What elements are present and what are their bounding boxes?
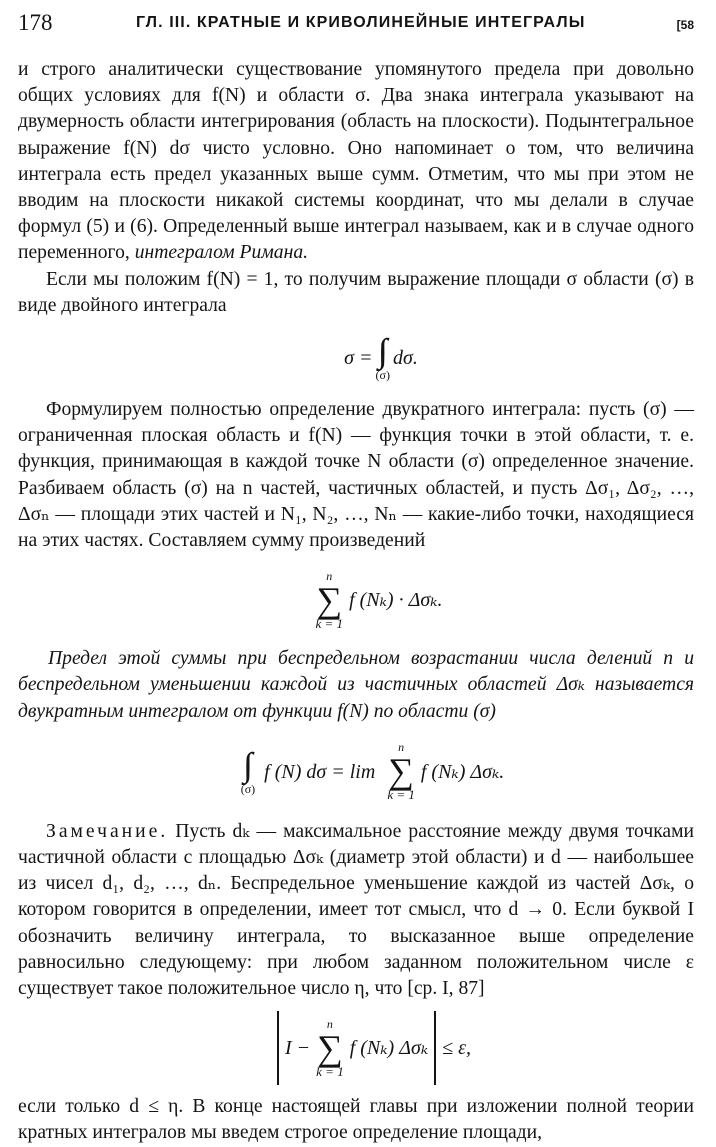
riemann-integral-term: интегралом Римана.	[134, 242, 309, 264]
double-integral-sign	[240, 746, 256, 796]
formula-area-integral	[18, 319, 694, 397]
remark-label: Замечание.	[46, 820, 169, 842]
formula-1-rhs: dσ.	[392, 347, 418, 370]
formula-double-integral-definition	[18, 725, 694, 819]
integral-domain: (σ)	[375, 368, 390, 383]
paragraph-5-remark	[18, 819, 694, 1002]
summation-sign	[316, 570, 344, 631]
formula-epsilon-condition	[18, 1002, 694, 1094]
integral-domain: (σ)	[240, 781, 256, 796]
page-body	[18, 57, 694, 1147]
paragraph-6: если только d ≤ η. В конце настоящей главы при изложении полной теории кратных интегралов мы введем строгое определение площади,	[18, 1096, 694, 1144]
corner-mark: [58	[676, 18, 694, 32]
summation-upper: n	[326, 568, 333, 583]
formula-3-expression: f (Nₖ) Δσₖ.	[420, 760, 505, 783]
summation-symbol: ∑	[317, 1027, 343, 1068]
formula-riemann-sum	[18, 554, 694, 646]
running-title: ГЛ. III. КРАТНЫЕ И КРИВОЛИНЕЙНЫЕ ИНТЕГРАЛЫ	[136, 14, 586, 31]
paragraph-1-text: и строго аналитически существование упомянутого предела при довольно общих условиях для f(N) и области σ. Два знака интеграла указывают на двумерность области интегрирования (область на плоскости). Подынтегральное выражение f(N) dσ чисто условно. Оно напоминает о том, что величина интеграла есть предел указанных выше сумм. Отметим, что мы при этом не вводим на плоскости никакой системы координат, что мы делали в случае формул (5) и (6). Определенный выше интеграл называем, как и в случае одного переменного,	[18, 59, 694, 264]
paragraph-3: Формулируем полностью определение двукратного интеграла: пусть (σ) — ограниченная плоская область и f(N) — функция точки в этой области, т. е. функция, принимающая в каждой точке N области (σ) определенное значение. Разбиваем область (σ) на n частей, частичных областей, и пусть Δσ₁, Δσ₂, …, Δσₙ — площади этих частей и N₁, N₂, …, Nₙ — какие-либо точки, находящиеся на этих частях. Составляем сумму произведений	[18, 399, 694, 552]
summation-symbol: ∑	[316, 579, 343, 620]
formula-1-lhs: σ =	[344, 347, 373, 370]
integral-symbol: ∫∫	[377, 333, 379, 371]
summation-lower: k = 1	[316, 1063, 344, 1079]
integral-symbol: ∫∫	[243, 746, 244, 784]
paragraph-2: Если мы положим f(N) = 1, то получим выражение площади σ области (σ) в виде двойного интеграла	[18, 268, 694, 316]
paragraph-1	[18, 57, 694, 267]
summation-lower: k = 1	[387, 787, 415, 803]
summation-symbol: ∑	[388, 751, 414, 792]
paragraph-4-definition: Предел этой суммы при беспредельном возрастании числа делений n и беспредельном уменьшении каждой из частичных областей Δσₖ называется двукратным интегралом от функции f(N) по области (σ)	[18, 648, 694, 722]
double-integral-sign	[376, 335, 390, 381]
formula-4-lhs: I −	[285, 1037, 311, 1060]
abs-bar-left	[277, 1011, 279, 1085]
formula-4-expression: f (Nₖ) Δσₖ	[349, 1037, 429, 1060]
formula-3-integrand: f (N) dσ = lim	[264, 760, 376, 783]
abs-bar-right	[434, 1011, 436, 1085]
summation-upper: n	[398, 740, 405, 755]
page-number: 178	[18, 10, 53, 35]
page-header	[18, 10, 694, 38]
summation-sign	[387, 741, 415, 802]
paragraph-5-text: Пусть dₖ — максимальное расстояние между двумя точками частичной области с площадью Δσₖ (диаметр этой области) и d — наибольшее из чисел d₁, d₂, …, dₙ. Беспредельное уменьшение каждой из частей Δσₖ, о котором говорится в определении, имеет тот смысл, что d → 0. Если буквой I обозначить величину интеграла, то высказанное выше определение равносильно следующему: при любом заданном положительном числе ε существует такое положительное число η, что [ср. I, 87]	[18, 820, 694, 1000]
summation-lower: k = 1	[315, 615, 344, 631]
formula-4-relation: ≤ ε,	[442, 1037, 471, 1060]
formula-2-expression: f (Nₖ) · Δσₖ.	[349, 589, 443, 612]
summation-upper: n	[326, 1016, 333, 1031]
summation-sign	[316, 1018, 344, 1079]
